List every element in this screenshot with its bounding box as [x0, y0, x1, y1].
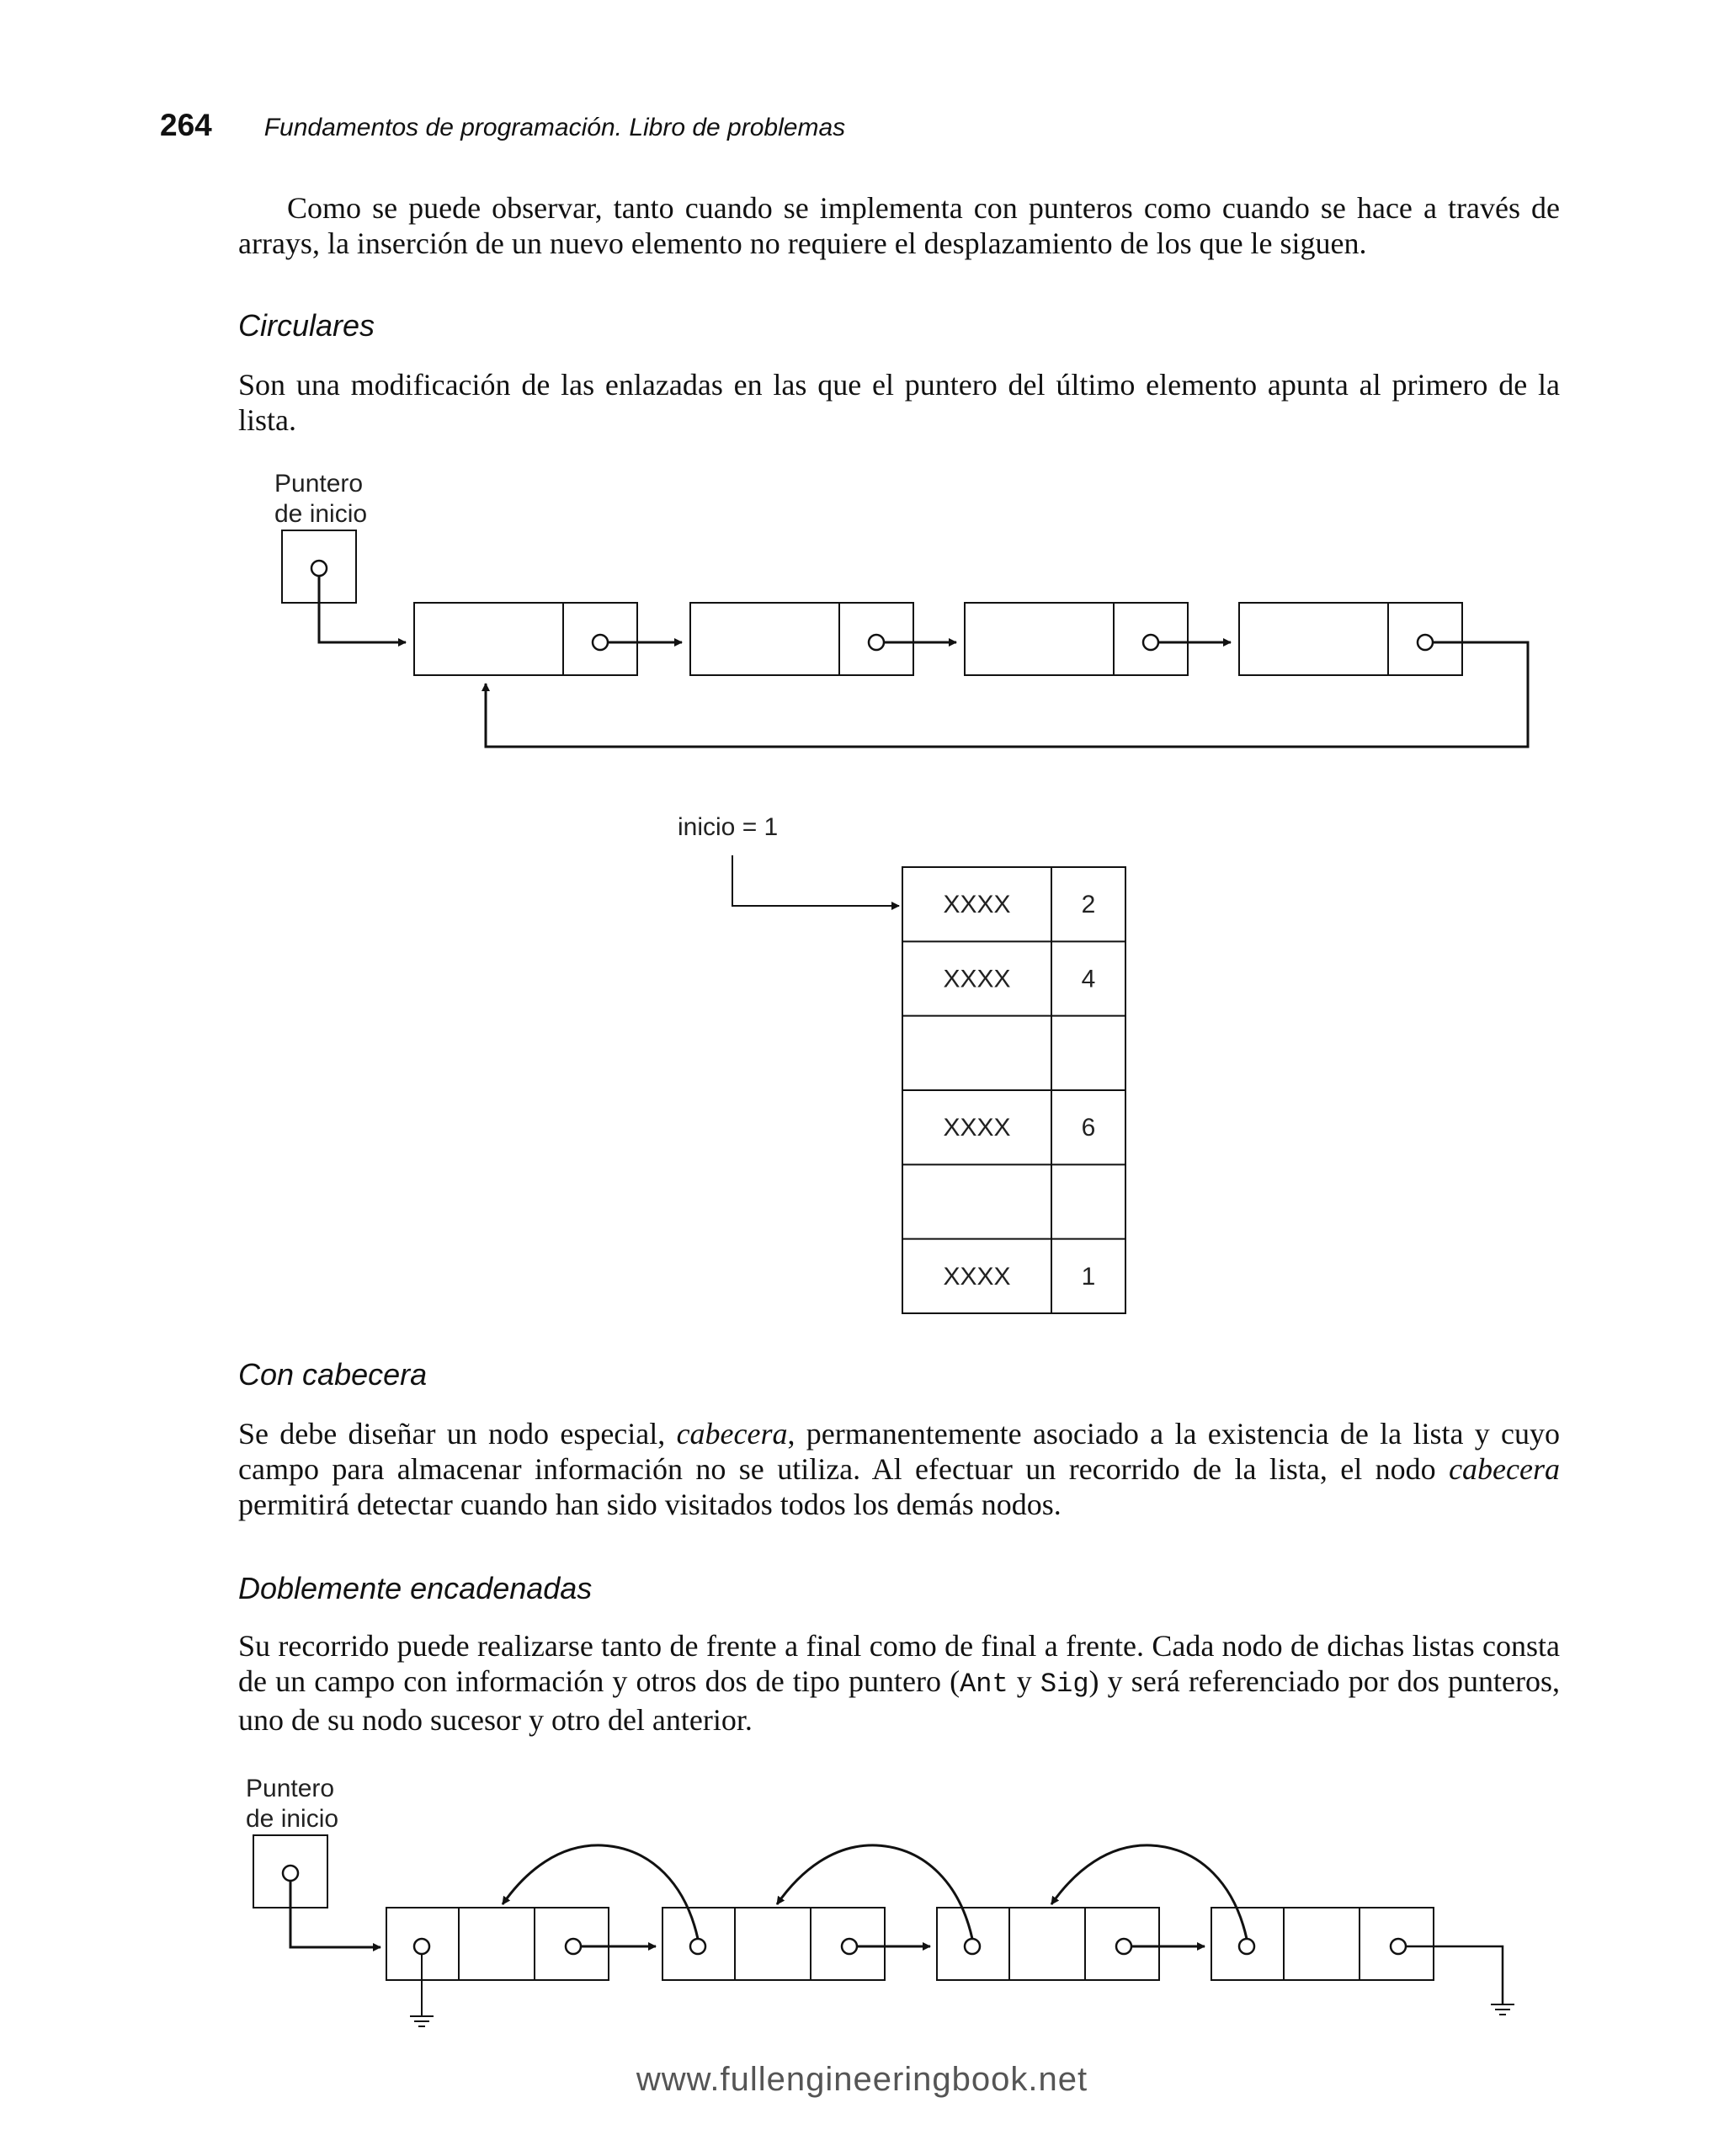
footer-url[interactable]: www.fullengineeringbook.net — [636, 2061, 1088, 2098]
circular-list-diagram — [0, 455, 1724, 775]
doble-code-ant: Ant — [960, 1669, 1008, 1700]
array-start-arrow — [732, 855, 899, 906]
cabecera-emphasis-1: cabecera — [676, 1417, 788, 1451]
circular-pointer-label-line2: de inicio — [274, 500, 368, 528]
array-cell-next: 4 — [1081, 965, 1096, 993]
running-header — [160, 108, 845, 150]
intro-paragraph — [238, 190, 1560, 261]
circular-node-4 — [1239, 603, 1462, 675]
array-cell-info: XXXX — [943, 965, 1011, 993]
array-cell-info: XXXX — [943, 1114, 1011, 1142]
doble-code-sig: Sig — [1040, 1669, 1089, 1700]
doble-paragraph — [238, 1628, 1560, 1738]
doble-text-part1: Su recorrido puede realizarse tanto de frente a final como de final a frente. Cada nodo de dichas listas consta de un campo con información y otros dos de tipo puntero ( — [238, 1629, 1560, 1698]
doble-prev-link-2 — [777, 1845, 972, 1939]
circulares-paragraph — [238, 367, 1560, 438]
circulares-text: Son una modificación de las enlazadas en las que el puntero del último elemento apunta al primero de la lista. — [238, 368, 1560, 437]
doble-prev-link-3 — [1051, 1845, 1247, 1939]
array-start-label: inicio = 1 — [678, 813, 779, 841]
circular-node-1 — [414, 603, 637, 675]
array-cell-info: XXXX — [943, 1262, 1011, 1291]
circular-return-arrow — [486, 642, 1528, 747]
doble-ground-left-icon — [410, 2016, 434, 2026]
cabecera-text-part1: Se debe diseñar un nodo especial, — [238, 1417, 677, 1451]
cabecera-text-part3: permitirá detectar cuando han sido visitados todos los demás nodos. — [238, 1488, 1062, 1521]
doble-node-4 — [1211, 1908, 1434, 1980]
running-title: Fundamentos de programación. Libro de problemas — [263, 114, 846, 141]
circular-start-arrow — [319, 576, 406, 642]
section-heading-cabecera: Con cabecera — [238, 1357, 428, 1392]
cabecera-paragraph — [238, 1416, 1560, 1522]
circular-node-3 — [965, 603, 1188, 675]
doble-node-3 — [937, 1908, 1159, 1980]
cabecera-text — [238, 1416, 1560, 1522]
array-cell-next: 6 — [1081, 1114, 1096, 1142]
circular-node-2 — [690, 603, 913, 675]
array-cell-info: XXXX — [943, 891, 1011, 919]
array-cell-next: 2 — [1081, 891, 1096, 919]
cabecera-emphasis-2: cabecera — [1449, 1452, 1560, 1486]
doble-list-diagram — [0, 1759, 1724, 2046]
page-number: 264 — [160, 108, 212, 142]
array-cell-next: 1 — [1081, 1262, 1096, 1291]
doble-node-1 — [386, 1908, 609, 1980]
doble-text-part2: y — [1008, 1664, 1040, 1698]
doble-text — [238, 1628, 1560, 1738]
doble-text-part3: ) y será referenciado por dos punteros, uno de su nodo sucesor y otro del anterior. — [238, 1664, 1561, 1737]
doble-ground-right-stem — [1406, 1946, 1503, 2004]
doble-pointer-label-line2: de inicio — [246, 1805, 339, 1833]
doble-node-2 — [662, 1908, 885, 1980]
doble-ground-right-icon — [1491, 2004, 1514, 2015]
array-rows — [902, 891, 1125, 1291]
circular-pointer-label-line1: Puntero — [274, 470, 364, 498]
doble-start-pointer-dot — [283, 1866, 298, 1881]
cabecera-text-part2: , permanentemente asociado a la existencia de la lista y cuyo campo para almacenar información no se utiliza. Al efectuar un recorrido de la lista, el nodo — [238, 1417, 1560, 1486]
doble-prev-link-1 — [503, 1845, 698, 1939]
section-heading-circulares: Circulares — [238, 308, 375, 343]
intro-text: Como se puede observar, tanto cuando se implementa con punteros como cuando se hace a través de arrays, la inserción de un nuevo elemento no requiere el desplazamiento de los que le siguen. — [238, 191, 1560, 260]
section-heading-doble: Doblemente encadenadas — [238, 1571, 593, 1605]
doble-pointer-label-line1: Puntero — [246, 1775, 335, 1802]
doble-start-arrow — [290, 1881, 380, 1947]
array-list-diagram — [0, 800, 1724, 1322]
circular-start-pointer-dot — [311, 561, 327, 576]
